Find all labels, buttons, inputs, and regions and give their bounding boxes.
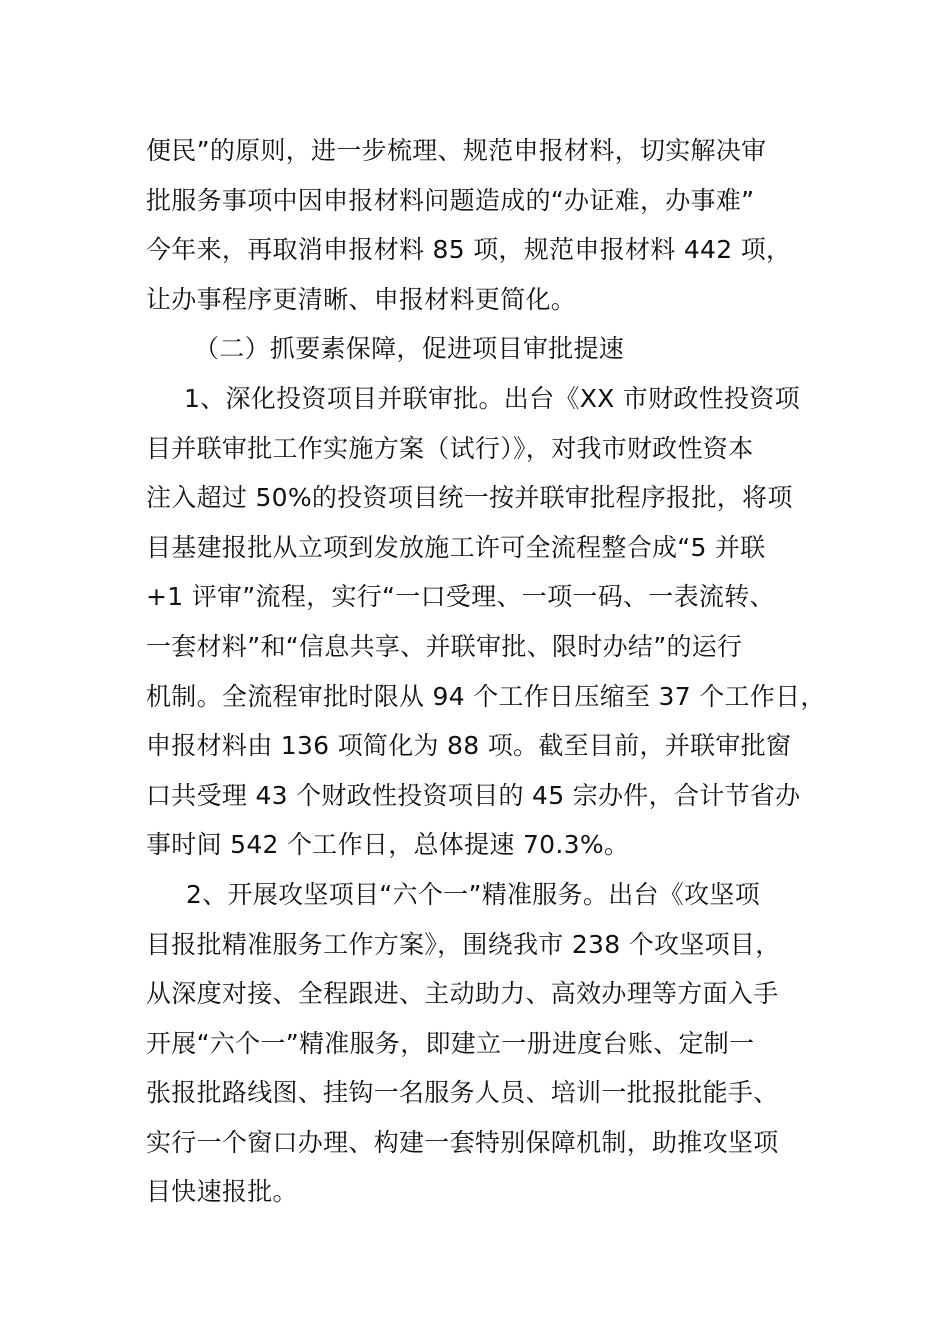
text-line: 让办事程序更清晰、申报材料更简化。: [146, 284, 577, 314]
text-line: 注入超过 50%的投资项目统一按并联审批程序报批，将项: [146, 483, 793, 513]
text-line: 口共受理 43 个财政性投资项目的 45 宗办件，合计节省办: [146, 780, 801, 810]
text-line: 事时间 542 个工作日，总体提速 70.3%。: [146, 830, 630, 860]
paragraph-start: 2、开展攻坚项目“六个一”精准服务。出台《攻坚项: [186, 879, 761, 909]
text-line: 批服务事项中因申报材料问题造成的“办证难，办事难”: [146, 185, 755, 215]
text-line: 便民”的原则，进一步梳理、规范申报材料，切实解决审: [146, 136, 767, 165]
text-line: +1 评审”流程，实行“一口受理、一项一码、一表流转、: [146, 582, 775, 612]
text-line: 目快速报批。: [146, 1177, 298, 1207]
text-line: 实行一个窗口办理、构建一套特别保障机制，助推攻坚项: [146, 1127, 779, 1157]
text-line: 目并联审批工作实施方案（试行）》，对我市财政性资本: [146, 433, 754, 463]
text-line: 申报材料由 136 项简化为 88 项。截至目前，并联审批窗: [146, 731, 792, 761]
text-line: 开展“六个一”精准服务，即建立一册进度台账、定制一: [146, 1028, 755, 1058]
text-line: 今年来，再取消申报材料 85 项，规范申报材料 442 项，: [146, 235, 792, 265]
text-line: 从深度对接、全程跟进、主动助力、高效办理等方面入手: [146, 979, 779, 1009]
text-line: 一套材料”和“信息共享、并联审批、限时办结”的运行: [146, 631, 743, 661]
text-line: 机制。全流程审批时限从 94 个工作日压缩至 37 个工作日，: [146, 681, 826, 711]
paragraph-start: 1、深化投资项目并联审批。出台《XX 市财政性投资项: [184, 383, 800, 413]
section-heading: （二）抓要素保障，促进项目审批提速: [194, 334, 625, 364]
body-text: [146, 126, 836, 1217]
text-line: 目报批精准服务工作方案》，围绕我市 238 个攻坚项目，: [146, 929, 781, 959]
text-line: 目基建报批从立项到发放施工许可全流程整合成“5 并联: [146, 532, 766, 562]
text-line: 张报批路线图、挂钩一名服务人员、培训一批报批能手、: [146, 1078, 779, 1108]
